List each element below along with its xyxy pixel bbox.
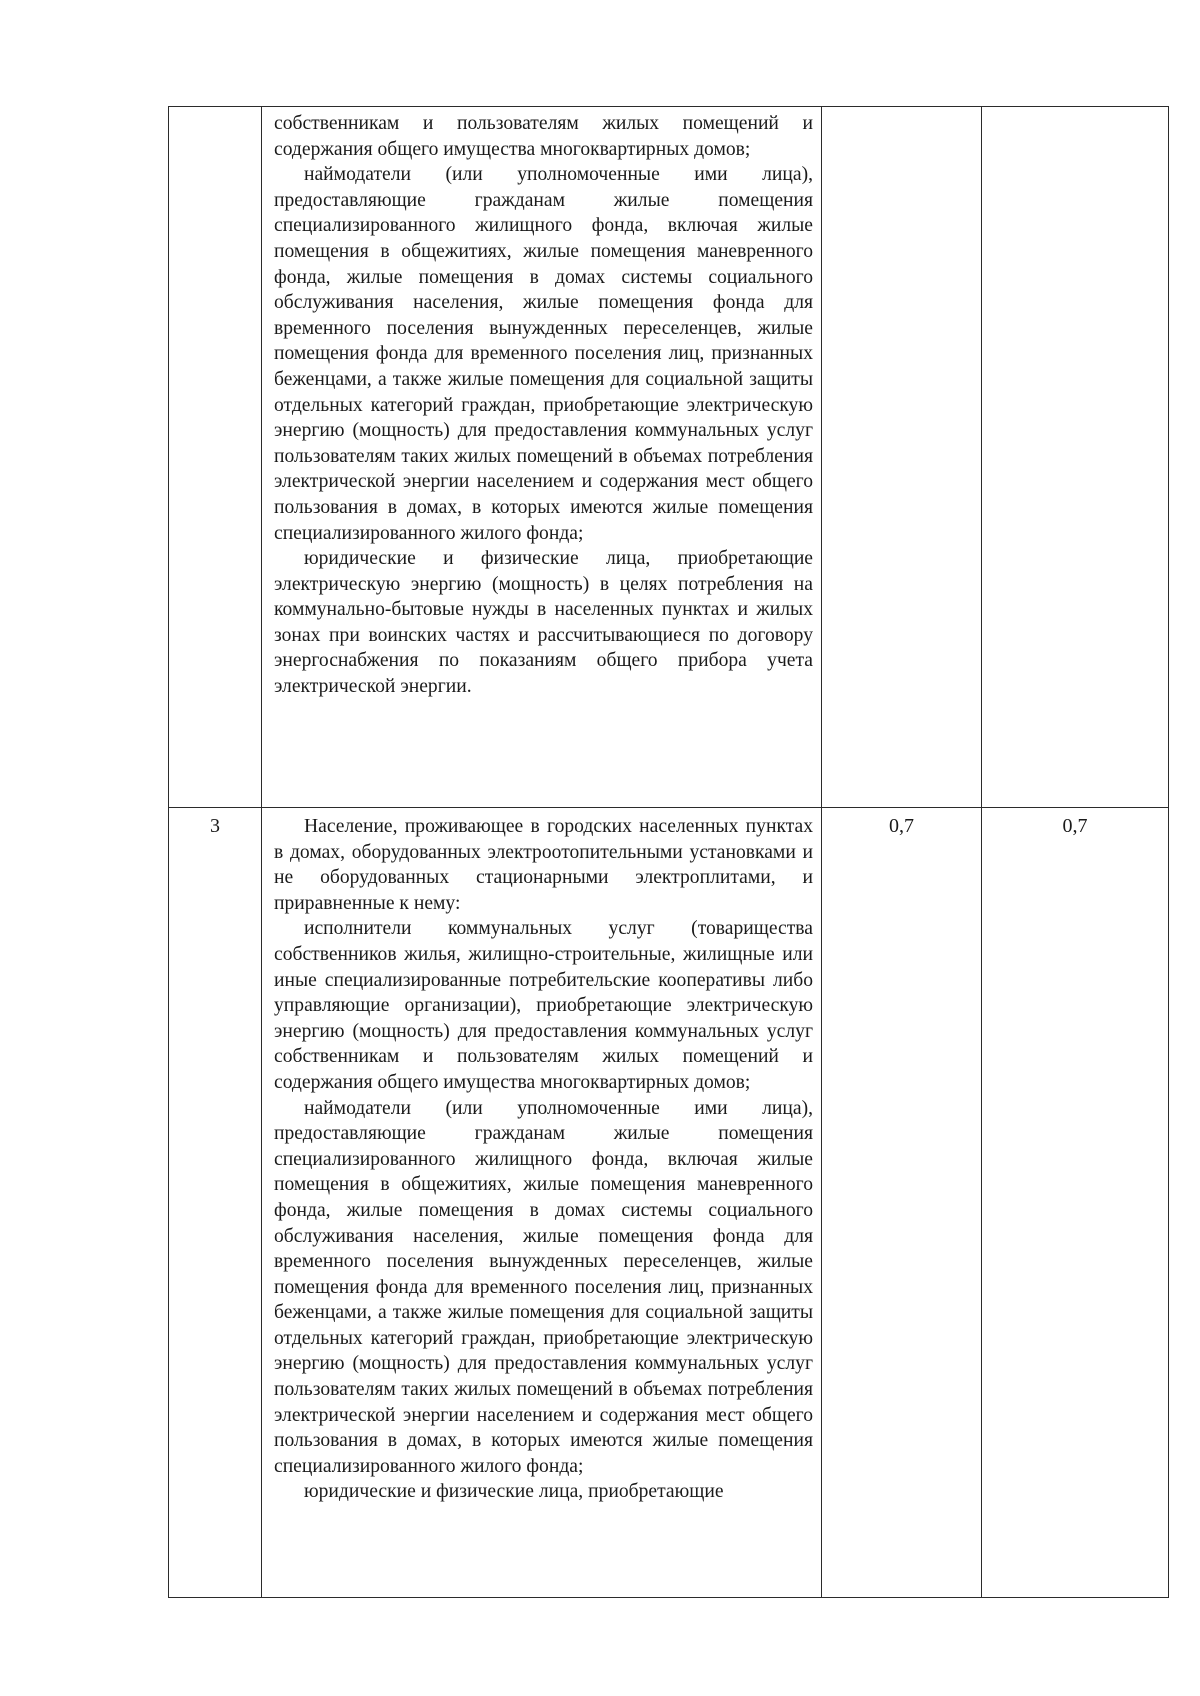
value-2: 0,7: [1062, 815, 1088, 837]
description-paragraph: наймодатели (или уполномоченные ими лица), предоставляющие гражданам жилые помещения специализированного жилищного фонда, включая жилые помещения в общежитиях, жилые помещения маневренного фонда, жилые помещения в домах системы социального обслуживания населения, жилые помещения фонда для временного поселения вынужденных переселенцев, жилые помещения фонда для временного поселения лиц, признанных беженцами, а также жилые помещения для социальной защиты отдельных категорий граждан, приобретающие электрическую энергию (мощность) для предоставления коммунальных услуг пользователям таких жилых помещений в объемах потребления электрической энергии населением и содержания мест общего пользования в домах, в которых имеются жилые помещения специализированного жилого фонда;: [274, 164, 813, 544]
description-paragraph: исполнители коммунальных услуг (товарищества собственников жилья, жилищно-строительные, жилищные или иные специализированные потребительские кооперативы либо управляющие организации), приобретающие электрическую энергию (мощность) для предоставления коммунальных услуг собственникам и пользователям жилых помещений и содержания общего имущества многоквартирных домов;: [274, 918, 813, 1093]
tariff-table: [168, 106, 1169, 1598]
description-paragraph: юридические и физические лица, приобретающие: [304, 1481, 724, 1503]
table-row: [169, 808, 1169, 1598]
description-cell: [262, 107, 822, 808]
description-paragraph: наймодатели (или уполномоченные ими лица), предоставляющие гражданам жилые помещения специализированного жилищного фонда, включая жилые помещения в общежитиях, жилые помещения маневренного фонда, жилые помещения в домах системы социального обслуживания населения, жилые помещения фонда для временного поселения вынужденных переселенцев, жилые помещения фонда для временного поселения лиц, признанных беженцами, а также жилые помещения для социальной защиты отдельных категорий граждан, приобретающие электрическую энергию (мощность) для предоставления коммунальных услуг пользователям таких жилых помещений в объемах потребления электрической энергии населением и содержания мест общего пользования в домах, в которых имеются жилые помещения специализированного жилого фонда;: [274, 1097, 813, 1477]
description-paragraph: юридические и физические лица, приобретающие электрическую энергию (мощность) в целях потребления на коммунально-бытовые нужды в населенных пунктах и жилых зонах при воинских частях и рассчитывающиеся по договору энергоснабжения по показаниям общего прибора учета электрической энергии.: [274, 548, 813, 698]
value-cell-2: [982, 107, 1169, 808]
description-cell: [262, 808, 822, 1598]
value-1: 0,7: [889, 815, 914, 837]
description-paragraph: Население, проживающее в городских населенных пунктах в домах, оборудованных электроотопительными установками и не оборудованных стационарными электроплитами, и приравненные к нему:: [274, 816, 813, 914]
row-number-cell: [169, 107, 262, 808]
value-cell-1: [822, 107, 982, 808]
table-row: [169, 107, 1169, 808]
value-cell-2: [982, 808, 1169, 1598]
value-cell-1: [822, 808, 982, 1598]
row-number: 3: [210, 815, 220, 837]
row-number-cell: [169, 808, 262, 1598]
description-paragraph: собственникам и пользователям жилых помещений и содержания общего имущества многоквартирных домов;: [274, 113, 813, 160]
